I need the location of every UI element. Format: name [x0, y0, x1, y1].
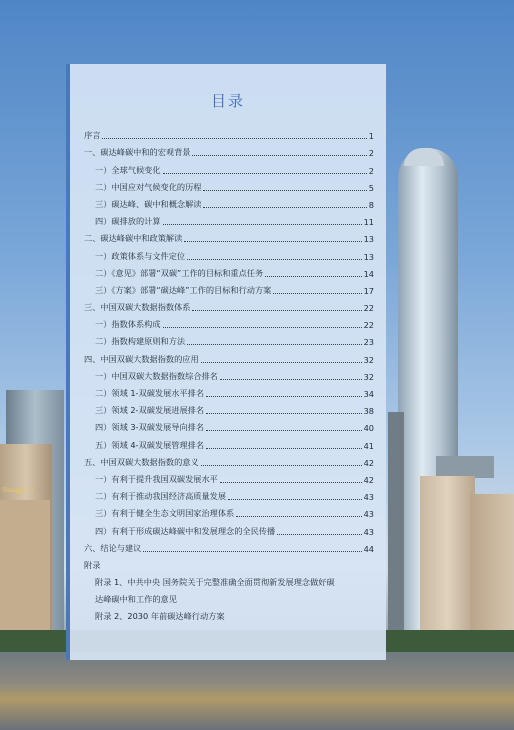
- building-right: [420, 476, 475, 640]
- toc-entry-title: 一）全球气候变化: [95, 164, 161, 175]
- toc-entry-page: 43: [363, 526, 374, 537]
- toc-entry-title: 三）《方案》部署“碳达峰”工作的目标和行动方案: [95, 284, 272, 295]
- toc-entry-title: 三）碳达峰、碳中和概念解读: [95, 198, 202, 209]
- toc-leader-dots: [220, 482, 362, 483]
- toc-entry-title: 五、中国双碳大数据指数的意义: [84, 456, 199, 467]
- toc-entry-page: 34: [363, 389, 374, 399]
- toc-entry-title: 一）政策体系与文件定位: [95, 250, 186, 261]
- toc-entry-page: 32: [363, 371, 374, 382]
- toc-entry[interactable]: [84, 124, 374, 141]
- toc-entry-page: 8: [368, 199, 374, 210]
- toc-entry-page: 42: [363, 457, 374, 468]
- toc-entry[interactable]: [84, 468, 374, 485]
- toc-entry[interactable]: [84, 416, 374, 433]
- toc-leader-dots: [184, 241, 361, 242]
- toc-entry[interactable]: [84, 279, 374, 296]
- toc-title: 目录: [210, 92, 245, 110]
- toc-entry-page: 22: [363, 320, 374, 331]
- toc-entry[interactable]: [84, 227, 374, 244]
- toc-leader-dots: [163, 327, 362, 328]
- toc-leader-dots: [187, 344, 362, 345]
- toc-entry-page: 1: [368, 131, 374, 142]
- toc-entry-title: 四）领域 3-双碳发展导向排名: [95, 422, 205, 433]
- toc-entry-title: 一）指数体系构成: [95, 319, 161, 330]
- toc-entry[interactable]: [84, 313, 374, 330]
- toc-leader-dots: [187, 259, 362, 260]
- toc-entry-page: 5: [368, 182, 374, 193]
- toc-entry[interactable]: [84, 365, 374, 382]
- toc-leader-dots: [201, 465, 362, 466]
- toc-entry-title: 四、中国双碳大数据指数的应用: [84, 353, 199, 364]
- toc-entry-title: 一）有利于提升我国双碳发展水平: [95, 473, 218, 484]
- toc-entry-title: 四）有利于形成碳达峰碳中和发展理念的全民传播: [95, 525, 276, 536]
- toc-entry-title: 三）有利于健全生态文明国家治理体系: [95, 508, 235, 519]
- toc-leader-dots: [206, 448, 362, 449]
- toc-entry-page: 23: [363, 337, 374, 348]
- toc-entry-page: 43: [363, 509, 374, 520]
- toc-entry-title: 二）中国应对气候变化的历程: [95, 181, 202, 192]
- toc-leader-dots: [201, 362, 362, 363]
- toc-entry[interactable]: [84, 262, 374, 279]
- toc-leader-dots: [220, 379, 362, 380]
- toc-leader-dots: [192, 310, 361, 311]
- appendix-2[interactable]: 附录 2、2030 年前碳达峰行动方案: [95, 611, 225, 622]
- toc-entry[interactable]: [84, 210, 374, 227]
- toc-leader-dots: [273, 293, 361, 294]
- hotel-sign: Shangri-La: [2, 486, 34, 494]
- toc-entry-page: 13: [363, 234, 374, 245]
- toc-list: [84, 124, 374, 622]
- toc-entry[interactable]: [84, 193, 374, 210]
- toc-entry-page: 17: [363, 285, 374, 296]
- toc-entry-title: 五）领域 4-双碳发展管理排名: [95, 439, 205, 450]
- toc-entry-page: 41: [363, 440, 374, 451]
- toc-entry[interactable]: [84, 176, 374, 193]
- river: [0, 652, 514, 730]
- toc-entry-page: 2: [368, 148, 374, 159]
- toc-entry[interactable]: [84, 141, 374, 158]
- toc-entry[interactable]: [84, 296, 374, 313]
- building-right: [436, 456, 494, 478]
- toc-entry[interactable]: [84, 502, 374, 519]
- toc-entry[interactable]: [84, 537, 374, 554]
- toc-leader-dots: [102, 138, 366, 139]
- toc-entry[interactable]: [84, 399, 374, 416]
- toc-leader-dots: [265, 276, 361, 277]
- toc-leader-dots: [163, 173, 367, 174]
- appendix-1-line1[interactable]: 附录 1、中共中央 国务院关于完整准确全面贯彻新发展理念做好碳: [95, 577, 335, 588]
- toc-entry-title: 三、中国双碳大数据指数体系: [84, 302, 191, 313]
- toc-entry-title: 三）领域 2-双碳发展进展排名: [95, 405, 205, 416]
- toc-leader-dots: [163, 224, 362, 225]
- toc-leader-dots: [206, 396, 362, 397]
- toc-entry-title: 二）领域 1-双碳发展水平排名: [95, 388, 205, 398]
- toc-entry[interactable]: [84, 382, 374, 399]
- toc-entry-page: 13: [363, 251, 374, 262]
- toc-entry-title: 二）《意见》部署“双碳”工作的目标和重点任务: [95, 267, 264, 278]
- toc-entry-title: 一、碳达峰碳中和的宏观背景: [84, 147, 191, 158]
- toc-entry[interactable]: [84, 347, 374, 364]
- toc-entry-page: 2: [368, 165, 374, 176]
- toc-entry-page: 38: [363, 406, 374, 417]
- toc-entry[interactable]: [84, 158, 374, 175]
- toc-leader-dots: [203, 190, 366, 191]
- toc-leader-dots: [143, 551, 361, 552]
- toc-leader-dots: [277, 534, 361, 535]
- toc-entry-page: 11: [363, 217, 374, 228]
- building-right: [388, 412, 404, 640]
- toc-entry-title: 二、碳达峰碳中和政策解读: [84, 233, 183, 244]
- toc-entry-page: 22: [363, 303, 374, 314]
- building-right: [470, 494, 514, 640]
- toc-entry[interactable]: [84, 485, 374, 502]
- toc-entry-page: 40: [363, 423, 374, 434]
- toc-entry-title: 二）有利于推动我国经济高质量发展: [95, 491, 227, 502]
- toc-entry-title: 序言: [84, 130, 101, 141]
- toc-entry[interactable]: [84, 244, 374, 261]
- toc-entry[interactable]: [84, 519, 374, 536]
- toc-entry-title: 六、结论与建议: [84, 542, 142, 553]
- toc-leader-dots: [236, 516, 361, 517]
- toc-entry[interactable]: [84, 451, 374, 468]
- toc-entry-page: 32: [363, 354, 374, 365]
- toc-leader-dots: [192, 155, 366, 156]
- toc-leader-dots: [228, 499, 362, 500]
- appendix-1-line2[interactable]: 达峰碳中和工作的意见: [95, 594, 177, 605]
- toc-entry-page: 44: [363, 543, 374, 554]
- toc-entry-page: 14: [363, 268, 374, 279]
- toc-entry-page: 43: [363, 492, 374, 503]
- toc-entry-title: 二）指数构建原则和方法: [95, 336, 186, 347]
- toc-entry-title: 一）中国双碳大数据指数综合排名: [95, 370, 218, 381]
- building-left: [0, 500, 50, 640]
- toc-entry[interactable]: [84, 330, 374, 347]
- appendix-heading: 附录: [84, 559, 101, 570]
- toc-panel: [66, 64, 386, 660]
- toc-leader-dots: [203, 207, 366, 208]
- toc-leader-dots: [206, 430, 362, 431]
- toc-entry[interactable]: [84, 433, 374, 450]
- toc-leader-dots: [206, 413, 362, 414]
- toc-entry-title: 四）碳排放的计算: [95, 216, 161, 227]
- toc-entry-page: 42: [363, 474, 374, 485]
